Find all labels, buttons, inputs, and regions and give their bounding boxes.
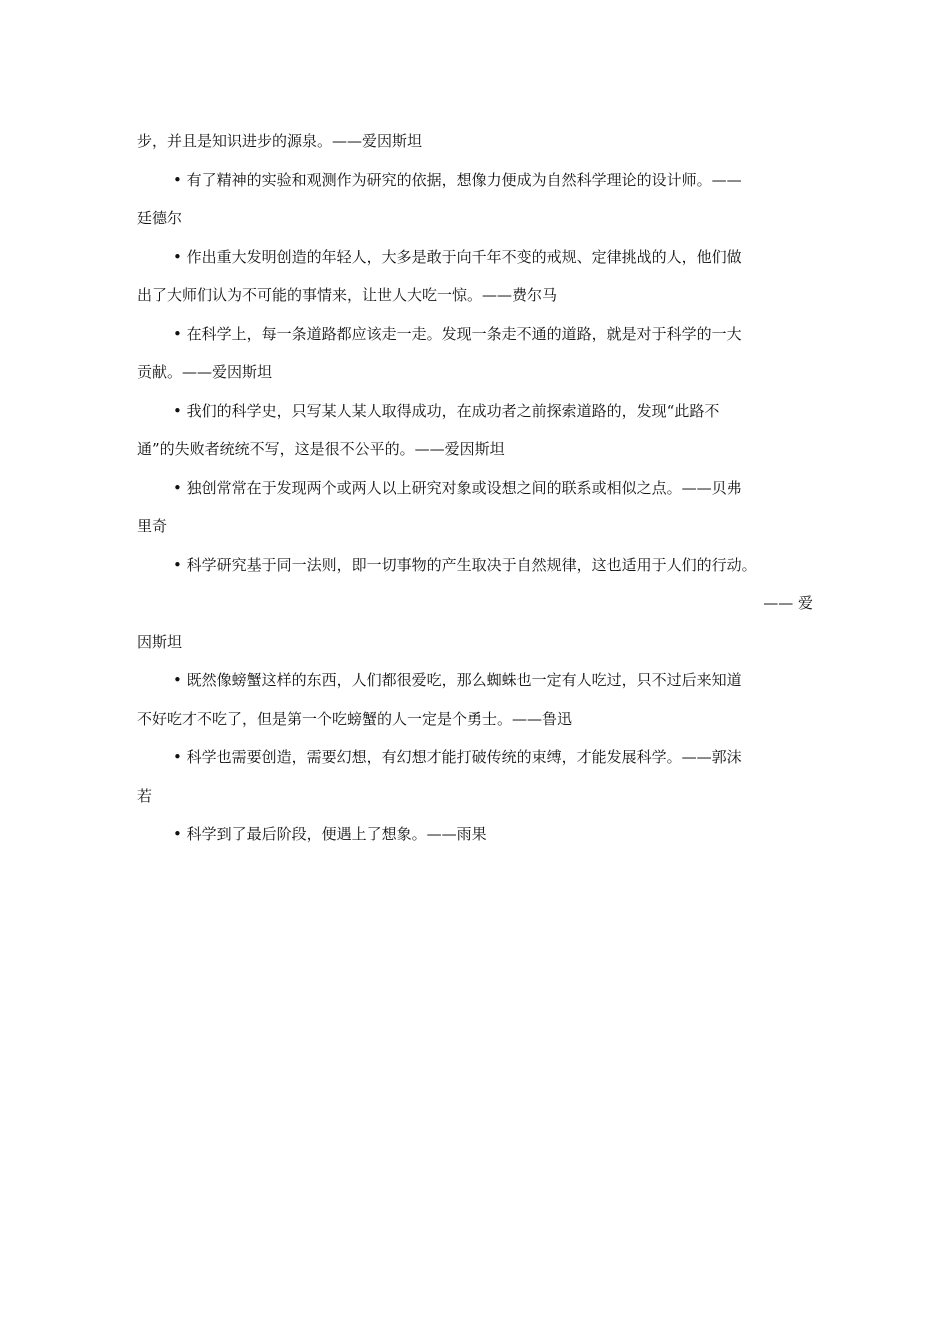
quote-line <box>137 546 813 585</box>
quote-line <box>137 661 813 700</box>
quote-text: 独创常常在于发现两个或两人以上研究对象或设想之间的联系或相似之点。——贝弗 <box>186 478 742 497</box>
quote-line: —— 爱 <box>763 594 813 612</box>
quote-text: 科学也需要创造，需要幻想，有幻想才能打破传统的束缚，才能发展科学。——郭沫 <box>186 748 742 766</box>
quote-line: 通”的失败者统统不写，这是很不公平的。——爱因斯坦 <box>137 440 505 458</box>
quote-line: 廷德尔 <box>137 209 183 227</box>
quote-line <box>137 238 813 277</box>
bullet-icon: • <box>173 247 182 266</box>
quote-line <box>137 738 813 777</box>
quote-line: 贡献。——爱因斯坦 <box>137 363 273 381</box>
quote-text: 科学研究基于同一法则，即一切事物的产生取决于自然规律，这也适用于人们的行动。 <box>186 555 757 574</box>
quote-text: 在科学上，每一条道路都应该走一走。发现一条走不通的道路，就是对于科学的一大 <box>186 324 742 343</box>
bullet-icon: • <box>173 170 182 189</box>
bullet-icon: • <box>173 748 182 766</box>
bullet-icon: • <box>173 324 182 343</box>
quote-line <box>137 815 813 854</box>
quote-line <box>137 315 813 354</box>
bullet-icon: • <box>173 401 182 420</box>
quote-line: 出了大师们认为不可能的事情来，让世人大吃一惊。——费尔马 <box>137 286 558 304</box>
quote-text: 科学到了最后阶段，便遇上了想象。——雨果 <box>186 825 487 843</box>
quote-line: 不好吃才不吃了，但是第一个吃螃蟹的人一定是个勇士。——鲁迅 <box>137 709 573 728</box>
quote-text: 我们的科学史，只写某人某人取得成功，在成功者之前探索道路的，发现“此路不 <box>186 401 720 420</box>
quote-text: 既然像螃蟹这样的东西，人们都很爱吃，那么蜘蛛也一定有人吃过，只不过后来知道 <box>186 671 742 689</box>
quote-line: 步，并且是知识进步的源泉。——爱因斯坦 <box>137 132 423 150</box>
quotes-body <box>137 122 813 854</box>
quote-text: 作出重大发明创造的年轻人，大多是敢于向千年不变的戒规、定律挑战的人，他们做 <box>186 247 742 266</box>
quote-line: 若 <box>137 786 153 805</box>
bullet-icon: • <box>173 478 182 497</box>
quote-line: 因斯坦 <box>137 632 183 651</box>
bullet-icon: • <box>173 671 182 689</box>
bullet-icon: • <box>173 825 182 843</box>
quote-line <box>137 392 813 431</box>
quote-text: 有了精神的实验和观测作为研究的依据，想像力便成为自然科学理论的设计师。—— <box>186 170 742 189</box>
quote-line: 里奇 <box>137 517 168 535</box>
quote-line <box>137 161 813 200</box>
quote-line <box>137 469 813 508</box>
bullet-icon: • <box>173 555 182 574</box>
